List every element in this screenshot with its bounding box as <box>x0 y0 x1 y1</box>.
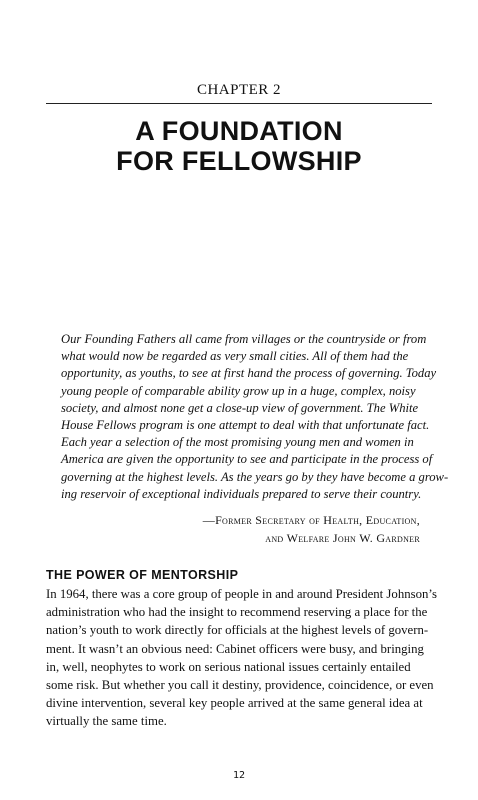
epigraph-line: what would now be regarded as very small cities. All of them had the <box>61 349 409 364</box>
epigraph-line: young people of comparable ability grow up in a huge, complex, noisy <box>61 383 416 398</box>
body-line: divine intervention, several key people arrived at the same general idea at <box>46 696 423 711</box>
chapter-divider <box>46 103 432 104</box>
attribution-line: —Former Secretary of Health, Education, <box>202 513 420 527</box>
chapter-title-line: FOR FELLOWSHIP <box>116 146 362 176</box>
epigraph-line: governing at the highest levels. As the years go by they have become a grow- <box>61 469 449 484</box>
section-heading: THE POWER OF MENTORSHIP <box>46 568 239 582</box>
epigraph-line: Our Founding Fathers all came from villages or the countryside or from <box>61 332 427 346</box>
chapter-title-line: A FOUNDATION <box>135 116 343 146</box>
epigraph-quote <box>61 331 449 503</box>
body-line: In 1964, there was a core group of people in and around President Johnson’s <box>46 587 437 601</box>
body-line: nation’s youth to work directly for officials at the highest levels of govern- <box>46 623 429 638</box>
epigraph-line: America are given the opportunity to see and participate in the process of <box>61 452 433 467</box>
page-number: 12 <box>232 770 246 781</box>
body-line: some risk. But whether you call it destiny, providence, coincidence, or even <box>46 678 434 693</box>
body-paragraph <box>46 585 437 731</box>
epigraph-line: society, and almost none get a close-up view of government. The White <box>61 400 419 415</box>
epigraph-line: opportunity, as youths, to see at first hand the process of governing. Today <box>61 366 437 381</box>
body-line: virtually the same time. <box>46 714 167 729</box>
epigraph-line: ing reservoir of exceptional individuals prepared to serve their country. <box>61 486 422 501</box>
epigraph-attribution <box>203 511 420 547</box>
body-line: in, well, neophytes to work on serious national issues certainly entailed <box>46 659 411 674</box>
body-line: ment. It wasn’t an obvious need: Cabinet officers were busy, and bringing <box>46 641 424 656</box>
chapter-title <box>0 116 478 176</box>
chapter-label: CHAPTER 2 <box>196 82 282 98</box>
body-line: administration who had the insight to recommend reserving a place for the <box>46 605 428 620</box>
epigraph-line: House Fellows program is one attempt to deal with that unfortunate fact. <box>61 418 430 433</box>
epigraph-line: Each year a selection of the most promising young men and women in <box>61 435 414 450</box>
attribution-line: and Welfare John W. Gardner <box>265 531 420 545</box>
